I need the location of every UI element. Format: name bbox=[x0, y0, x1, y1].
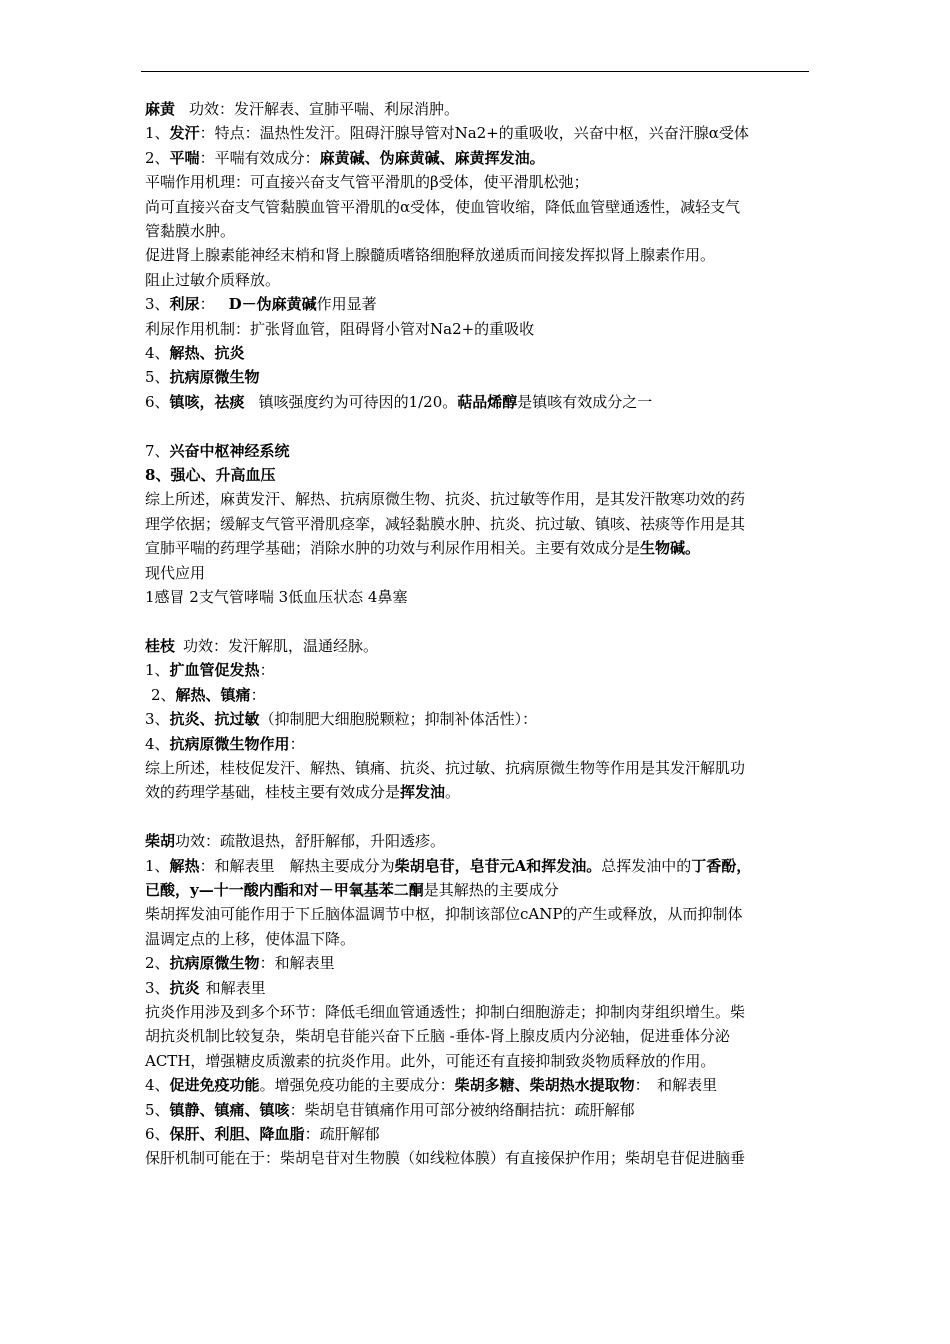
text-run: ： bbox=[289, 734, 305, 753]
chaihu-item-5 bbox=[145, 1098, 820, 1122]
text-run: 是其解热的主要成分 bbox=[423, 880, 559, 899]
blank-line bbox=[145, 414, 820, 438]
text-run: 1、 bbox=[145, 661, 170, 680]
bold-text: 促进免疫功能 bbox=[169, 1076, 260, 1095]
bold-text: 利尿 bbox=[169, 295, 200, 314]
bold-text: 生物碱。 bbox=[640, 539, 701, 558]
bold-text: 兴奋中枢神经系统 bbox=[169, 441, 290, 460]
bold-text: 柴胡皂苷，皂苷元A和挥发油。 bbox=[394, 856, 602, 875]
paragraph-line: 柴胡挥发油可能作用于下丘脑体温调节中枢，抑制该部位cANP的产生或释放，从而抑制体 bbox=[145, 905, 743, 924]
paragraph-line: ACTH，增强糖皮质激素的抗炎作用。此外，可能还有直接抑制致炎物质释放的作用。 bbox=[145, 1051, 716, 1070]
paragraph-line: 抗炎作用涉及到多个环节：降低毛细血管通透性；抑制白细胞游走；抑制肉芽组织增生。柴 bbox=[145, 1002, 746, 1021]
herb-name: 麻黄 bbox=[145, 100, 176, 118]
blank-line bbox=[145, 805, 820, 829]
paragraph-line: 平喘作用机理：可直接兴奋支气管平滑肌的β受体，使平滑肌松弛； bbox=[145, 173, 589, 192]
text-run: 4、 bbox=[145, 1076, 170, 1095]
text-run: 3、 bbox=[145, 710, 170, 729]
text-run: ：和解表里 解热主要成分为 bbox=[199, 856, 395, 875]
paragraph-line bbox=[145, 536, 820, 560]
text-run: 4、 bbox=[145, 734, 170, 753]
mahuang-item-7 bbox=[145, 439, 820, 463]
text-run: ：疏肝解郁 bbox=[304, 1125, 380, 1144]
bold-text: 镇静、镇痛、镇咳 bbox=[169, 1100, 290, 1119]
text-run: 3、 bbox=[145, 295, 170, 314]
chaihu-item-1 bbox=[145, 854, 820, 878]
paragraph-line: 阻止过敏介质释放。 bbox=[145, 270, 281, 289]
document-body bbox=[145, 97, 820, 1171]
chaihu-item-3 bbox=[145, 976, 820, 1000]
bold-text: 抗炎 bbox=[169, 978, 200, 997]
text-run: 总挥发油中的 bbox=[601, 856, 692, 875]
guizhi-item-4 bbox=[145, 732, 820, 756]
bold-text: 抗病原微生物作用 bbox=[169, 734, 290, 753]
text-run: 功效：疏散退热，舒肝解郁，升阳透疹。 bbox=[175, 832, 446, 851]
paragraph-line: 理学依据；缓解支气管平滑肌痉挛，减轻黏膜水肿、抗炎、抗过敏、镇咳、祛痰等作用是其 bbox=[145, 514, 746, 533]
chaihu-item-6 bbox=[145, 1122, 820, 1146]
paragraph-line: 1感冒 2支气管哮喘 3低血压状态 4鼻塞 bbox=[145, 588, 408, 607]
bold-text: 挥发油 bbox=[400, 783, 446, 802]
guizhi-item-2 bbox=[145, 683, 820, 707]
text-run: ：平喘有效成分： bbox=[199, 148, 320, 167]
paragraph-line: 保肝机制可能在于：柴胡皂苷对生物膜（如线粒体膜）有直接保护作用；柴胡皂苷促进脑垂 bbox=[145, 1149, 746, 1168]
text-run: 功效：发汗解肌，温通经脉。 bbox=[183, 636, 379, 655]
bold-text: 已酸，y—十一酸内酯和对－甲氧基苯二酮 bbox=[145, 880, 424, 899]
text-run: 功效：发汗解表、宣肺平喘、利尿消肿。 bbox=[189, 100, 460, 118]
bold-text: 扩血管促发热 bbox=[169, 661, 260, 680]
paragraph-line: 促进肾上腺素能神经末梢和肾上腺髓质嗜铬细胞释放递质而间接发挥拟肾上腺素作用。 bbox=[145, 246, 716, 265]
text-run: ： bbox=[250, 685, 266, 704]
text-run: ：和解表里 bbox=[259, 954, 335, 973]
herb-name: 桂枝 bbox=[145, 636, 176, 655]
herb-name: 柴胡 bbox=[145, 832, 176, 851]
mahuang-item-8 bbox=[145, 463, 820, 487]
text-run: 2、 bbox=[145, 148, 170, 167]
bold-text: 、强心、升高血压 bbox=[155, 466, 276, 485]
text-run: 作用显著 bbox=[316, 295, 377, 314]
text-run: 。 bbox=[445, 783, 461, 802]
text-run: 5、 bbox=[145, 368, 170, 387]
bold-text: 柴胡多糖、柴胡热水提取物 bbox=[454, 1076, 635, 1095]
text-run: 4、 bbox=[145, 344, 170, 363]
mahuang-item-6 bbox=[145, 390, 820, 414]
text-run: 6、 bbox=[145, 1125, 170, 1144]
chaihu-heading bbox=[145, 829, 820, 853]
bold-text: 麻黄碱、伪麻黄碱、麻黄挥发油。 bbox=[319, 148, 545, 167]
text-run: ： bbox=[199, 295, 215, 314]
guizhi-heading bbox=[145, 634, 820, 658]
chaihu-item-4 bbox=[145, 1073, 820, 1097]
guizhi-item-1 bbox=[145, 658, 820, 682]
paragraph-line: 综上所述，桂枝促发汗、解热、镇痛、抗炎、抗过敏、抗病原微生物等作用是其发汗解肌功 bbox=[145, 758, 746, 777]
mahuang-item-4 bbox=[145, 341, 820, 365]
bold-text: 抗病原微生物 bbox=[169, 954, 260, 973]
text-run: 2、 bbox=[145, 954, 170, 973]
bold-text: 解热、镇痛 bbox=[175, 685, 251, 704]
paragraph-line: 综上所述，麻黄发汗、解热、抗病原微生物、抗炎、抗过敏等作用，是其发汗散寒功效的药 bbox=[145, 490, 746, 509]
bold-text: 8 bbox=[145, 466, 156, 485]
bold-text: 萜品烯醇 bbox=[457, 392, 518, 411]
text-run: 效的药理学基础，桂枝主要有效成分是 bbox=[145, 783, 401, 802]
bold-text: D－伪麻黄碱 bbox=[228, 295, 317, 314]
text-run: 7、 bbox=[145, 441, 170, 460]
text-run: ： 和解表里 bbox=[634, 1076, 718, 1095]
paragraph-line: 利尿作用机制：扩张肾血管，阻碍肾小管对Na2+的重吸收 bbox=[145, 319, 535, 338]
text-run: ：特点：温热性发汗。阻碍汗腺导管对Na2+的重吸收，兴奋中枢，兴奋汗腺α受体 bbox=[199, 124, 749, 143]
chaihu-item-2 bbox=[145, 951, 820, 975]
bold-text: 发汗 bbox=[169, 124, 200, 143]
text-run: 镇咳强度约为可待因的1/20。 bbox=[258, 392, 458, 411]
paragraph-line: 胡抗炎机制比较复杂，柴胡皂苷能兴奋下丘脑 -垂体-肾上腺皮质内分泌轴，促进垂体分泌 bbox=[145, 1027, 730, 1046]
paragraph-line: 管黏膜水肿。 bbox=[145, 222, 236, 241]
mahuang-item-3 bbox=[145, 292, 820, 316]
text-run: 5、 bbox=[145, 1100, 170, 1119]
text-run: 宣肺平喘的药理学基础；消除水肿的功效与利尿作用相关。主要有效成分是 bbox=[145, 539, 641, 558]
text-run: 6、 bbox=[145, 392, 170, 411]
text-run: 2、 bbox=[151, 685, 176, 704]
mahuang-item-1 bbox=[145, 121, 820, 145]
paragraph-line bbox=[145, 878, 820, 902]
bold-text: 抗病原微生物 bbox=[169, 368, 260, 387]
bold-text: 保肝、利胆、降血脂 bbox=[169, 1125, 305, 1144]
text-run: 。增强免疫功能的主要成分： bbox=[259, 1076, 455, 1095]
bold-text: 丁香酚， bbox=[691, 856, 752, 875]
text-run: （抑制肥大细胞脱颗粒；抑制补体活性）： bbox=[259, 710, 538, 729]
text-run: 和解表里 bbox=[205, 978, 266, 997]
paragraph-line bbox=[145, 780, 820, 804]
text-run: 1、 bbox=[145, 856, 170, 875]
bold-text: 解热、抗炎 bbox=[169, 344, 245, 363]
text-run: ： bbox=[259, 661, 275, 680]
bold-text: 解热 bbox=[169, 856, 200, 875]
mahuang-item-2 bbox=[145, 146, 820, 170]
bold-text: 平喘 bbox=[169, 148, 200, 167]
bold-text: 镇咳，祛痰 bbox=[169, 392, 245, 411]
text-run: ：柴胡皂苷镇痛作用可部分被纳络酮拮抗：疏肝解郁 bbox=[289, 1100, 635, 1119]
text-run: 3、 bbox=[145, 978, 170, 997]
blank-line bbox=[145, 610, 820, 634]
paragraph-line: 现代应用 bbox=[145, 563, 206, 582]
header-rule bbox=[141, 71, 809, 72]
text-run: 是镇咳有效成分之一 bbox=[517, 392, 653, 411]
paragraph-line: 尚可直接兴奋支气管黏膜血管平滑肌的α受体，使血管收缩，降低血管壁通透性，减轻支气 bbox=[145, 197, 741, 216]
guizhi-item-3 bbox=[145, 707, 820, 731]
mahuang-heading bbox=[145, 97, 820, 121]
mahuang-item-5 bbox=[145, 365, 820, 389]
text-run: 1、 bbox=[145, 124, 170, 143]
bold-text: 抗炎、抗过敏 bbox=[169, 710, 260, 729]
paragraph-line: 温调定点的上移，使体温下降。 bbox=[145, 929, 356, 948]
